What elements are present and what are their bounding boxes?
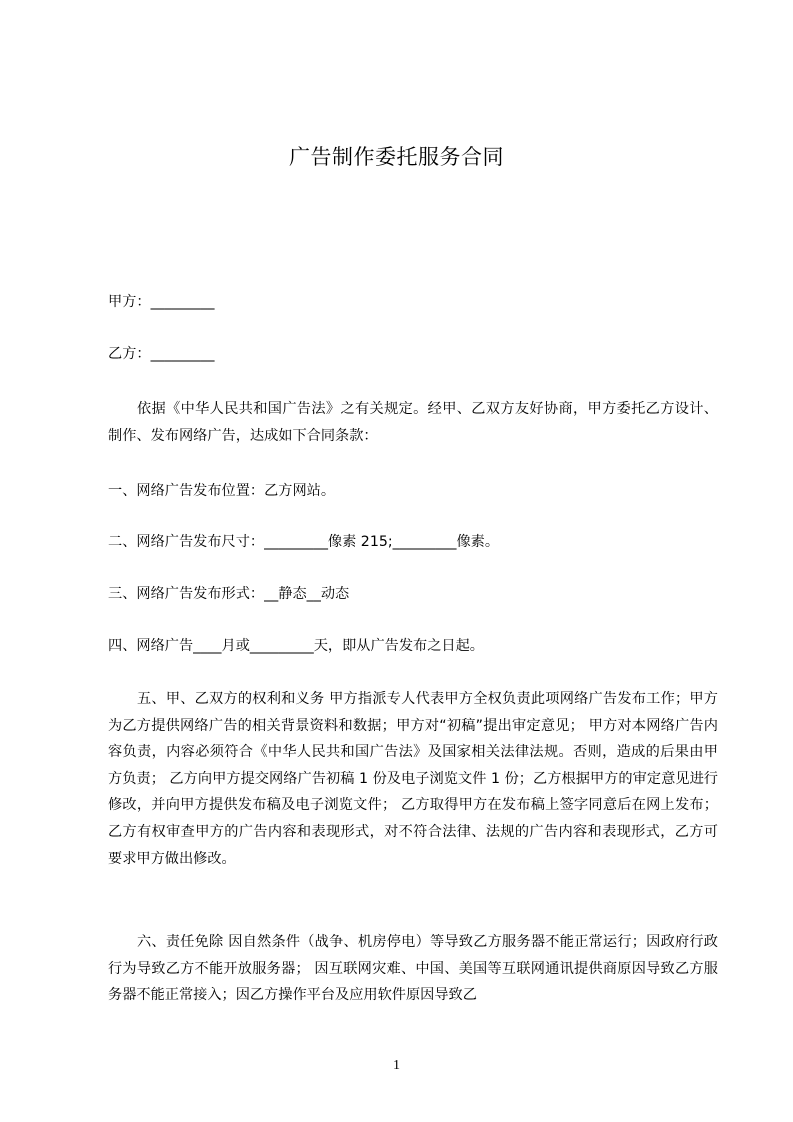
clause-1: 一、网络广告发布位置：乙方网站。 <box>108 483 336 499</box>
intro-paragraph: 依据《中华人民共和国广告法》之有关规定。经甲、乙双方友好协商，甲方委托乙方设计、制作、发布网络广告，达成如下合同条款： <box>108 401 718 444</box>
contract-title: 广告制作委托服务合同 <box>289 145 504 169</box>
clause-5-paragraph: 五、甲、乙双方的权利和义务 甲方指派专人代表甲方全权负责此项网络广告发布工作；甲方为乙方提供网络广告的相关背景资料和数据；甲方对“初稿”提出审定意见； 甲方对本网络广告内容负责，内容必须符合《中华人民共和国广告法》及国家相关法律法规。否则，造成的后果由甲方负责； 乙方向甲方提交网络广告初稿 1 份及电子浏览文件 1 份；乙方根据甲方的审定意见进行修改，并向甲方提供发布稿及电子浏览文件； 乙方取得甲方在发布稿上签字同意后在网上发布；乙方有权审查甲方的广告内容和表现形式，对不符合法律、法规的广告内容和表现形式，乙方可要求甲方做出修改。 <box>108 691 718 867</box>
clause-3: 三、网络广告发布形式：__静态__动态 <box>108 586 350 602</box>
page-number: 1 <box>393 1058 400 1073</box>
party-b-line: 乙方：_________ <box>108 346 215 362</box>
clause-2: 二、网络广告发布尺寸：_________像素 215;_________像素。 <box>108 534 500 550</box>
clause-6-paragraph: 六、责任免除 因自然条件（战争、机房停电）等导致乙方服务器不能正常运行；因政府行政行为导致乙方不能开放服务器； 因互联网灾难、中国、美国等互联网通讯提供商原因导致乙方服务器不能正常接入；因乙方操作平台及应用软件原因导致乙 <box>108 934 718 1004</box>
party-a-line: 甲方：_________ <box>108 294 215 310</box>
clause-4: 四、网络广告____月或_________天，即从广告发布之日起。 <box>108 638 484 654</box>
